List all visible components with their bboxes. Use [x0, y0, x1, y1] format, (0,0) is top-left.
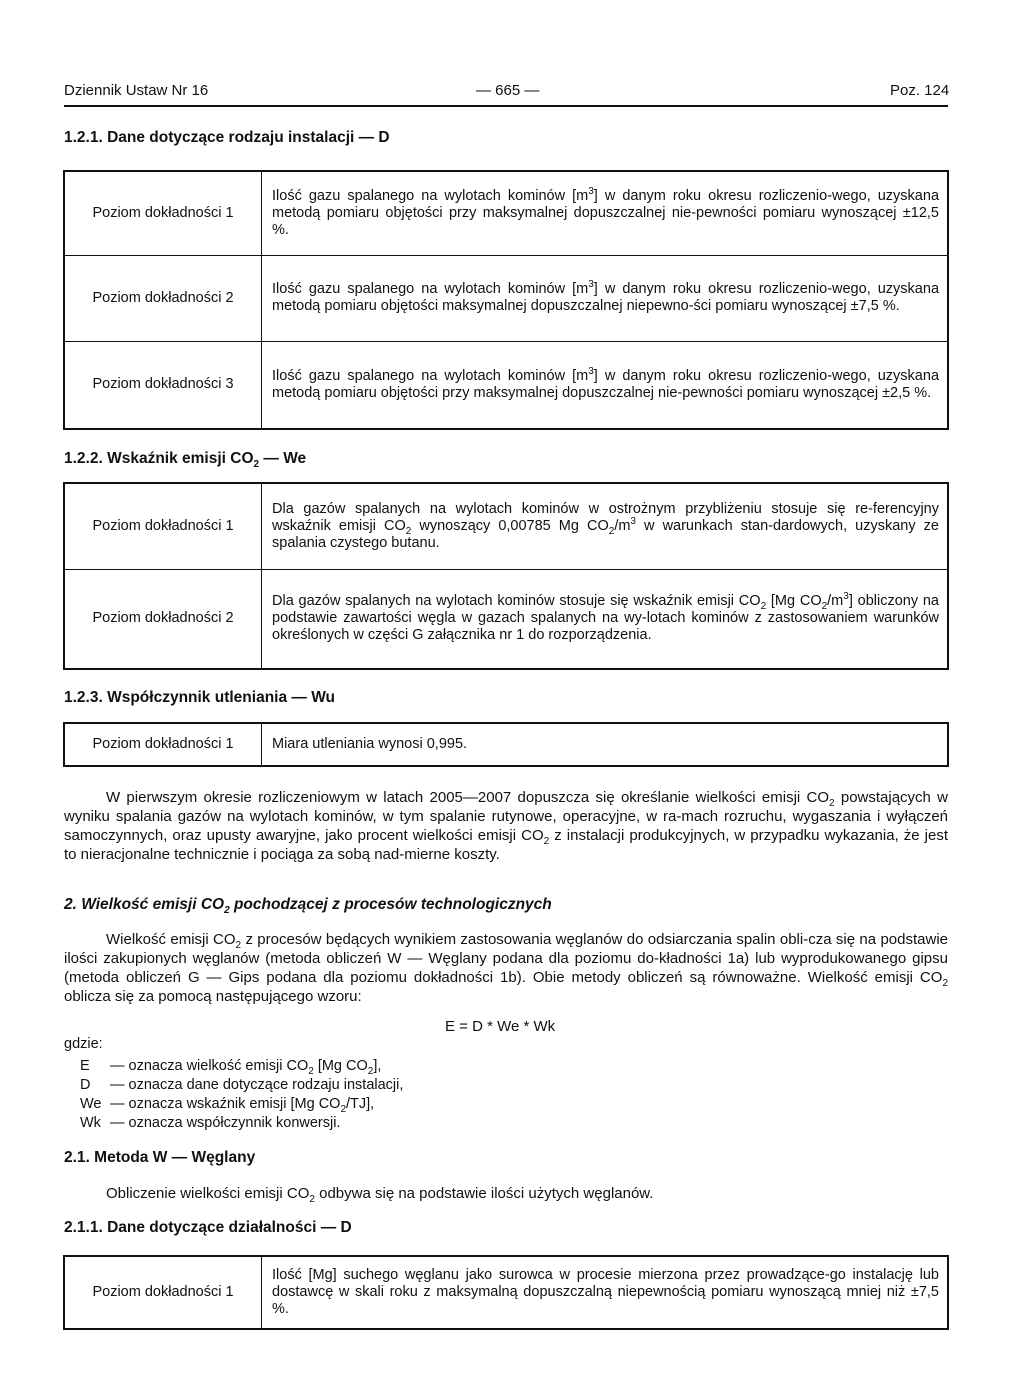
section-2-1-1-title: 2.1.1. Dane dotyczące działalności — D — [64, 1219, 352, 1236]
accuracy-level-label: Poziom dokładności 1 — [64, 483, 262, 569]
accuracy-level-label: Poziom dokładności 1 — [64, 171, 262, 255]
accuracy-level-label: Poziom dokładności 1 — [64, 723, 262, 766]
accuracy-level-description: Miara utleniania wynosi 0,995. — [262, 723, 949, 766]
section-2-title: 2. Wielkość emisji $CO_2$ pochodzącej z procesów technologicznych — [64, 896, 552, 917]
table-row — [64, 171, 948, 255]
where-label: gdzie: — [64, 1036, 103, 1052]
method-paragraph: Wielkość emisji $CO_2$ z procesów będących wynikiem zastosowania węglanów do odsiarczania spalin obli-cza się na podstawie ilości zakupionych węglanów (metoda obliczeń W — Węglany podana dla poziomu do-kładności 1a) lub wyprodukowanego gipsu (metoda obliczeń G — Gips podana dla poziomu dokładności 1b). Obie metody obliczeń są równoważne. Wielkość emisji $CO_2$ oblicza się za pomocą następującego wzoru: — [64, 931, 948, 1005]
table-row — [64, 569, 948, 669]
accuracy-level-label: Poziom dokładności 3 — [64, 341, 262, 429]
accuracy-level-description: Ilość gazu spalanego na wylotach kominów $[m^3]$ w danym roku okresu rozliczenio-wego, uzyskana metodą pomiaru objętości maksymalnej dopuszczalnej niepewno-ści pomiaru wynoszącej ±7,5 %. — [262, 255, 949, 341]
section-1-2-3-title: 1.2.3. Współczynnik utleniania — Wu — [64, 689, 336, 706]
emission-formula: E = D * We * Wk — [445, 1018, 556, 1035]
table-1-2-3 — [63, 722, 949, 767]
table-row — [64, 255, 948, 341]
accuracy-level-label: Poziom dokładności 2 — [64, 255, 262, 341]
accuracy-level-description: Dla gazów spalanych na wylotach kominów stosuje się wskaźnik emisji $CO_2$ [Mg $CO_2/m^3$] obliczony na podstawie zawartości węgla w gazach spalanych na wy-lotach kominów z zastosowaniem warunków określonych w części G załącznika nr 1 do rozporządzenia. — [262, 569, 949, 669]
section-1-2-2-title: 1.2.2. Wskaźnik emisji $CO_2$ — We — [64, 450, 307, 471]
header-rule — [64, 105, 948, 107]
section-2-1-title: 2.1. Metoda W — Węglany — [64, 1149, 256, 1166]
carbonate-calc-paragraph: Obliczenie wielkości emisji $CO_2$ odbywa się na podstawie ilości użytych węglanów. — [106, 1185, 654, 1205]
definition-item: D — oznacza dane dotyczące rodzaju instalacji, — [80, 1077, 404, 1093]
table-1-2-2 — [63, 482, 949, 670]
table-row — [64, 1256, 948, 1329]
accuracy-level-label: Poziom dokładności 2 — [64, 569, 262, 669]
accuracy-level-description: Ilość gazu spalanego na wylotach kominów $[m^3]$ w danym roku okresu rozliczenio-wego, uzyskana metodą pomiaru objętości przy maksymalnej dopuszczalnej nie-pewności pomiaru wynoszącej ±2,5 %. — [262, 341, 949, 429]
page-number: — 665 — — [476, 82, 540, 99]
definition-item: E — oznacza wielkość emisji $CO_2$ [Mg $CO_2$], — [80, 1058, 382, 1077]
accuracy-level-description: Dla gazów spalanych na wylotach kominów w ostrożnym przybliżeniu stosuje się re-ferencyjny wskaźnik emisji $CO_2$ wynoszący 0,00785 Mg $CO_2/m^3$ w warunkach stan-dardowych, uzyskany ze spalania czystego butanu. — [262, 483, 949, 569]
accuracy-level-description: Ilość gazu spalanego na wylotach kominów $[m^3]$ w danym roku okresu rozliczenio-wego, uzyskana metodą pomiaru objętości przy maksymalnej dopuszczalnej nie-pewności pomiaru wynoszącej ±12,5 %. — [262, 171, 949, 255]
transition-period-paragraph: W pierwszym okresie rozliczeniowym w latach 2005—2007 dopuszcza się określanie wielkości emisji $CO_2$ powstających w wyniku spalania gazów na wylotach kominów, w tym spalanie rutynowe, operacyjne, w ra-mach rozruchu, wygaszania i wyłączeń samoczynnych, oraz upusty awaryjne, jako procent wielkości emisji $CO_2$ z instalacji produkcyjnych, w przypadku wykazania, że jest to nieracjonalne technicznie i pociąga za sobą nad-mierne koszty. — [64, 789, 948, 863]
table-row — [64, 341, 948, 429]
accuracy-level-label: Poziom dokładności 1 — [64, 1256, 262, 1329]
definition-item: We — oznacza wskaźnik emisji [Mg $CO_2/TJ$], — [80, 1096, 375, 1115]
table-1-2-1 — [63, 170, 949, 430]
journal-title: Dziennik Ustaw Nr 16 — [64, 82, 209, 99]
accuracy-level-description: Ilość [Mg] suchego węglanu jako surowca w procesie mierzona przez prowadzące-go instalację lub dostawcę w skali roku z maksymalną dopuszczalną niepewnością pomiaru wynoszącą mniej niż ±7,5 %. — [262, 1256, 949, 1329]
table-row — [64, 483, 948, 569]
section-1-2-1-title: 1.2.1. Dane dotyczące rodzaju instalacji — D — [64, 129, 390, 146]
position-number: Poz. 124 — [890, 82, 950, 99]
definition-item: Wk — oznacza współczynnik konwersji. — [80, 1115, 341, 1131]
table-2-1-1 — [63, 1255, 949, 1330]
table-row — [64, 723, 948, 766]
